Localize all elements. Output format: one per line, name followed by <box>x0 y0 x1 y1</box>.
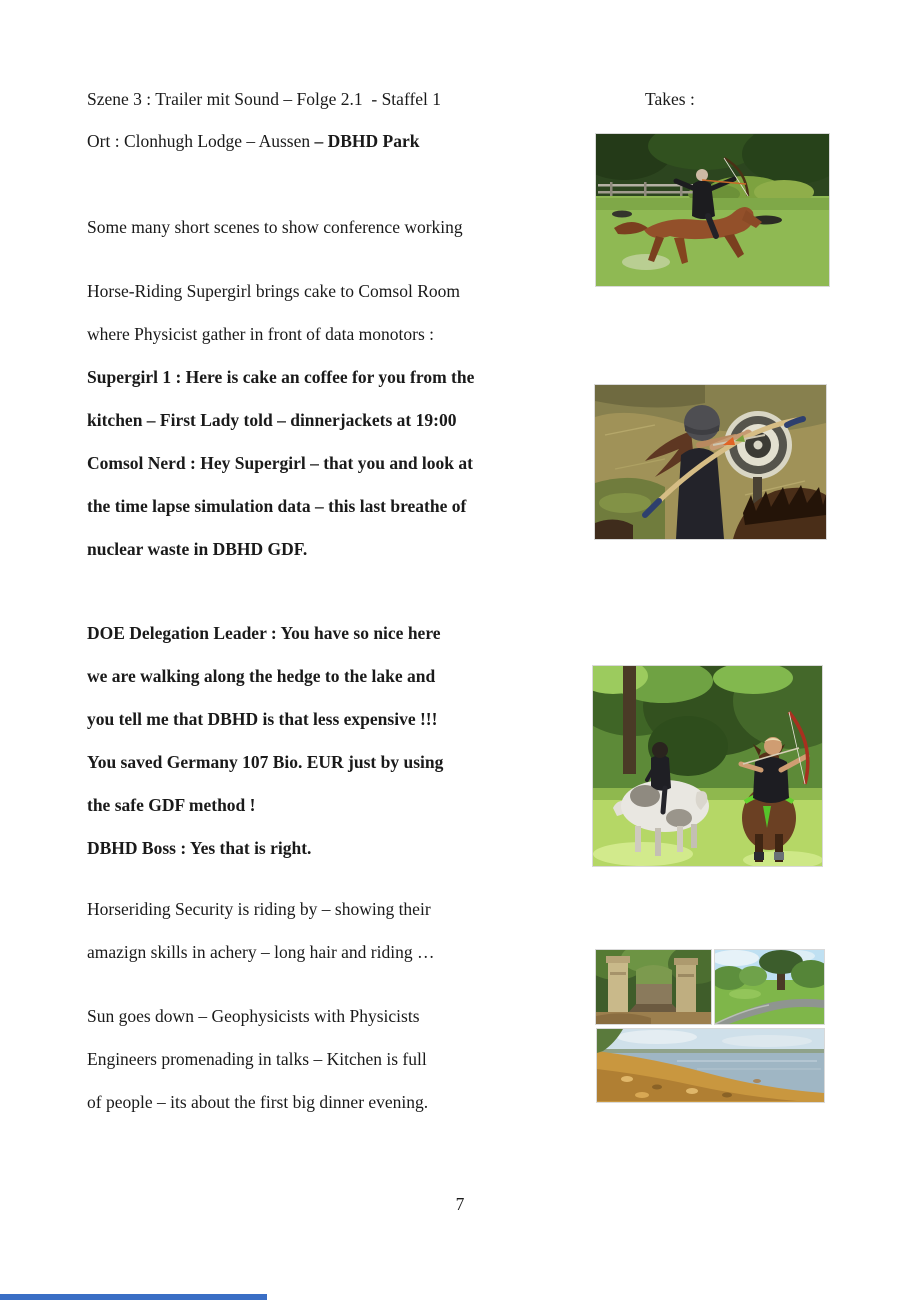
text-line: DBHD Boss : Yes that is right. <box>87 838 312 858</box>
text-line: Horseriding Security is riding by – showing their <box>87 899 431 919</box>
takes-label: Takes : <box>645 89 695 109</box>
doe-dialog-paragraph <box>87 612 443 870</box>
photo-archer-target <box>594 384 827 540</box>
photo-lakeshore-art <box>597 1029 824 1102</box>
scene-title: Szene 3 : Trailer mit Sound – Folge 2.1 - Staffel 1 <box>87 89 442 109</box>
text-line: Engineers promenading in talks – Kitchen is full <box>87 1049 427 1069</box>
text-line: the time lapse simulation data – this last breathe of <box>87 496 467 516</box>
text-line: Some many short scenes to show conference working <box>87 217 463 237</box>
text-line: the safe GDF method ! <box>87 795 256 815</box>
text-line: You saved Germany 107 Bio. EUR just by using <box>87 752 444 772</box>
archer-helmet <box>684 405 720 441</box>
photo-archer-target-art <box>595 385 826 539</box>
text-line: Sun goes down – Geophysicists with Physicists <box>87 1006 420 1026</box>
sunset-paragraph <box>87 995 428 1124</box>
text-line: Horse-Riding Supergirl brings cake to Comsol Room <box>87 281 460 301</box>
photo-park-riders-art <box>593 666 822 866</box>
scene-header <box>87 78 441 121</box>
rider-head <box>696 169 708 181</box>
photo-park-road <box>714 949 825 1025</box>
text-line: nuclear waste in DBHD GDF. <box>87 539 308 559</box>
text-line: Supergirl 1 : Here is cake an coffee for you from the <box>87 367 475 387</box>
gate-pillar-right <box>676 962 696 1012</box>
gate-pillar-left <box>608 960 628 1012</box>
photo-park-riders <box>592 665 823 867</box>
photo-park-road-art <box>715 950 824 1024</box>
text-line: kitchen – First Lady told – dinnerjackets at 19:00 <box>87 410 457 430</box>
photo-lakeshore <box>596 1028 825 1103</box>
page-number: 7 <box>455 1194 465 1214</box>
text-line: where Physicist gather in front of data monotors : <box>87 324 435 344</box>
text-line: Comsol Nerd : Hey Supergirl – that you and look at <box>87 453 473 473</box>
location-normal: Ort : Clonhugh Lodge – Aussen <box>87 131 315 151</box>
photo-gate-art <box>596 950 711 1024</box>
text-line: amazign skills in achery – long hair and riding … <box>87 942 435 962</box>
bottom-bar <box>0 1294 267 1300</box>
photo-horseback-archer-art <box>596 134 829 286</box>
text-line: DOE Delegation Leader : You have so nice here <box>87 623 441 643</box>
location-text <box>87 120 420 163</box>
tree-trunk <box>623 666 636 774</box>
security-paragraph <box>87 888 435 974</box>
text-line: we are walking along the hedge to the lake and <box>87 666 436 686</box>
text-line: you tell me that DBHD is that less expensive !!! <box>87 709 438 729</box>
photo-collage <box>595 949 825 1103</box>
location-line <box>87 120 420 163</box>
archer-body <box>676 448 724 539</box>
supergirl-intro-paragraph <box>87 270 460 356</box>
intro-paragraph <box>87 206 463 249</box>
photo-gate <box>595 949 712 1025</box>
photo-horseback-archer <box>595 133 830 287</box>
location-bold: – DBHD Park <box>314 131 420 151</box>
kitchen-dialog-paragraph <box>87 356 474 571</box>
text-line: of people – its about the first big dinner evening. <box>87 1092 429 1112</box>
takes-header <box>645 78 695 121</box>
